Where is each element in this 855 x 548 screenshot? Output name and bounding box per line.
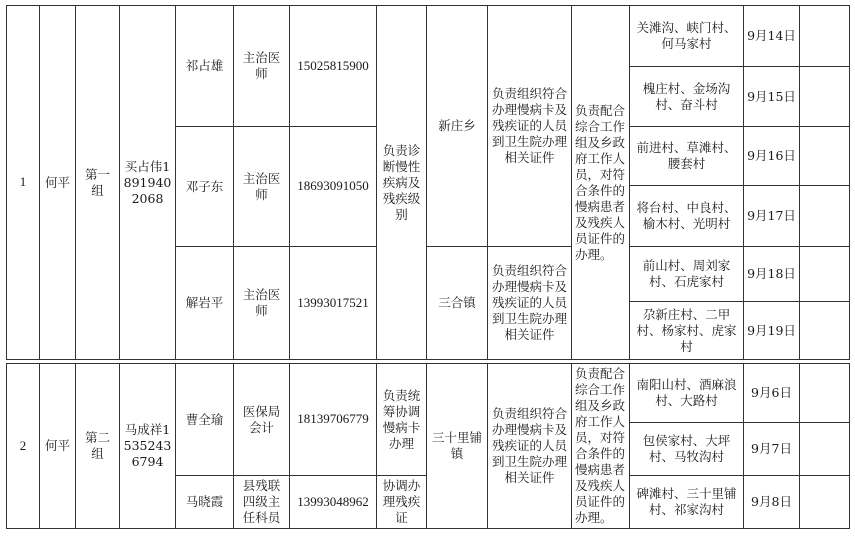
- village-list: 碑滩村、三十里铺村、祁家沟村: [630, 476, 744, 529]
- town-task: 负责组织符合办理慢病卡及残疾证的人员到卫生院办理相关证件: [488, 247, 572, 360]
- visit-date: 9月8日: [744, 476, 800, 529]
- member-phone: 18139706779: [290, 364, 377, 476]
- member-name: 解岩平: [176, 247, 234, 360]
- note-cell: [800, 476, 850, 529]
- note-cell: [800, 302, 850, 360]
- member-title: 主治医师: [234, 127, 290, 247]
- member-phone: 18693091050: [290, 127, 377, 247]
- note-cell: [800, 6, 850, 67]
- group-leader: 买占伟18919402068: [120, 6, 176, 360]
- member-phone: 15025815900: [290, 6, 377, 127]
- visit-date: 9月19日: [744, 302, 800, 360]
- member-name: 祁占雄: [176, 6, 234, 127]
- member-phone: 13993048962: [290, 476, 377, 529]
- village-list: 尕新庄村、二甲村、杨家村、虎家村: [630, 302, 744, 360]
- village-list: 槐庄村、金场沟村、奋斗村: [630, 67, 744, 127]
- village-list: 前山村、周刘家村、石虎家村: [630, 247, 744, 302]
- visit-date: 9月18日: [744, 247, 800, 302]
- member-name: 邓子东: [176, 127, 234, 247]
- member-name: 曹全瑜: [176, 364, 234, 476]
- town-task: 负责组织符合办理慢病卡及残疾证的人员到卫生院办理相关证件: [488, 364, 572, 529]
- visit-date: 9月15日: [744, 67, 800, 127]
- group-lead: 何平: [40, 6, 76, 360]
- table-row: [7, 6, 850, 67]
- group-leader: 马成祥15352436794: [120, 364, 176, 529]
- group-duty: 负责诊断慢性疾病及残疾级别: [377, 6, 427, 360]
- group-index: 2: [7, 364, 40, 529]
- member-duty: 协调办理残疾证: [377, 476, 427, 529]
- town-task: 负责组织符合办理慢病卡及残疾证的人员到卫生院办理相关证件: [488, 6, 572, 247]
- note-cell: [800, 364, 850, 423]
- member-title: 主治医师: [234, 247, 290, 360]
- town-name: 三合镇: [427, 247, 488, 360]
- member-title: 县残联四级主任科员: [234, 476, 290, 529]
- coop-task: 负责配合综合工作组及乡政府工作人员，对符合条件的慢病患者及残疾人员证件的办理。: [572, 6, 630, 360]
- visit-date: 9月14日: [744, 6, 800, 67]
- note-cell: [800, 186, 850, 247]
- member-title: 医保局会计: [234, 364, 290, 476]
- group-lead: 何平: [40, 364, 76, 529]
- visit-date: 9月6日: [744, 364, 800, 423]
- member-title: 主治医师: [234, 6, 290, 127]
- visit-date: 9月7日: [744, 423, 800, 476]
- member-name: 马晓霞: [176, 476, 234, 529]
- village-list: 包侯家村、大坪村、马牧沟村: [630, 423, 744, 476]
- group-name: 第一组: [76, 6, 120, 360]
- village-list: 南阳山村、酒麻浪村、大路村: [630, 364, 744, 423]
- coop-task: 负责配合综合工作组及乡政府工作人员，对符合条件的慢病患者及残疾人员证件的办理。: [572, 364, 630, 529]
- member-duty: 负责统筹协调慢病卡办理: [377, 364, 427, 476]
- visit-date: 9月17日: [744, 186, 800, 247]
- note-cell: [800, 247, 850, 302]
- town-name: 新庄乡: [427, 6, 488, 247]
- village-list: 将台村、中良村、榆木村、光明村: [630, 186, 744, 247]
- village-list: 关滩沟、峡门村、何马家村: [630, 6, 744, 67]
- note-cell: [800, 423, 850, 476]
- town-name: 三十里铺镇: [427, 364, 488, 529]
- group-name: 第二组: [76, 364, 120, 529]
- village-list: 前进村、草滩村、腰套村: [630, 127, 744, 186]
- table-row: [7, 364, 850, 423]
- member-phone: 13993017521: [290, 247, 377, 360]
- schedule-table: [6, 5, 850, 529]
- note-cell: [800, 67, 850, 127]
- note-cell: [800, 127, 850, 186]
- visit-date: 9月16日: [744, 127, 800, 186]
- group-index: 1: [7, 6, 40, 360]
